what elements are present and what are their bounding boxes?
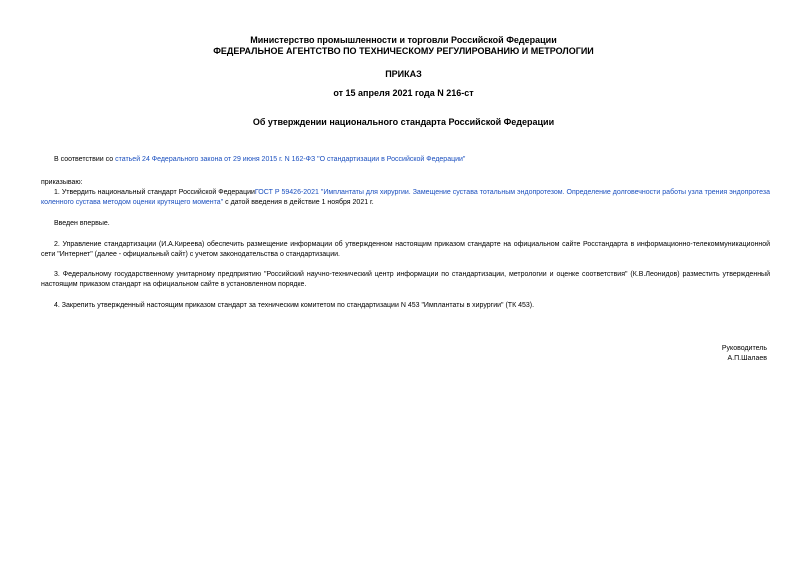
document-date-number: от 15 апреля 2021 года N 216-ст	[333, 88, 474, 98]
intro-prefix: В соответствии со	[54, 156, 116, 163]
document-type: ПРИКАЗ	[385, 69, 422, 79]
document-title: Об утверждении национального стандарта Российской Федерации	[252, 117, 555, 127]
gost-standard-link[interactable]: ГОСТ Р 59426-2021 "Имплантаты для хирургии. Замещение сустава тотальным эндопротезом. Определение долговечности работы узла трения эндопротеза коленного сустава методом оценки крутящего момента"	[41, 189, 770, 206]
ministry-name: Министерство промышленности и торговли Российской Федерации	[250, 35, 557, 45]
item-1-suffix: с датой введения в действие 1 ноября 2021 г.	[223, 198, 374, 206]
agency-name: ФЕДЕРАЛЬНОЕ АГЕНТСТВО ПО ТЕХНИЧЕСКОМУ РЕГУЛИРОВАНИЮ И МЕТРОЛОГИИ	[213, 46, 594, 56]
item-1-paragraph	[41, 188, 770, 207]
federal-law-link[interactable]: статьей 24 Федерального закона от 29 июня 2015 г. N 162-ФЗ "О стандартизации в Российской Федерации"	[115, 156, 466, 163]
signatory-role: Руководитель	[721, 345, 767, 352]
item-2-paragraph: 2. Управление стандартизации (И.А.Киреева) обеспечить размещение информации об утвержденном настоящим приказом стандарте на официальном сайте Росстандарта в информационно-телекоммуникационной сети "Интернет" (далее - официальный сайт) с учетом законодательства о стандартизации.	[41, 241, 770, 258]
item-1-prefix: 1. Утвердить национальный стандарт Российской Федерации	[54, 189, 255, 196]
intro-paragraph	[54, 155, 770, 165]
item-3-paragraph: 3. Федеральному государственному унитарному предприятию "Российский научно-технический центр информации по стандартизации, метрологии и оценке соответствия" (К.В.Леонидов) разместить утвержденный настоящим приказом стандарт на официальном сайте в установленном порядке.	[41, 271, 770, 288]
signatory-name: А.П.Шалаев	[727, 355, 767, 362]
item-4-paragraph: 4. Закрепить утвержденный настоящим приказом стандарт за техническим комитетом по стандартизации N 453 "Имплантаты в хирургии" (ТК 453).	[54, 302, 535, 309]
introduced-first-note: Введен впервые.	[54, 220, 110, 227]
order-word: приказываю:	[41, 179, 83, 186]
